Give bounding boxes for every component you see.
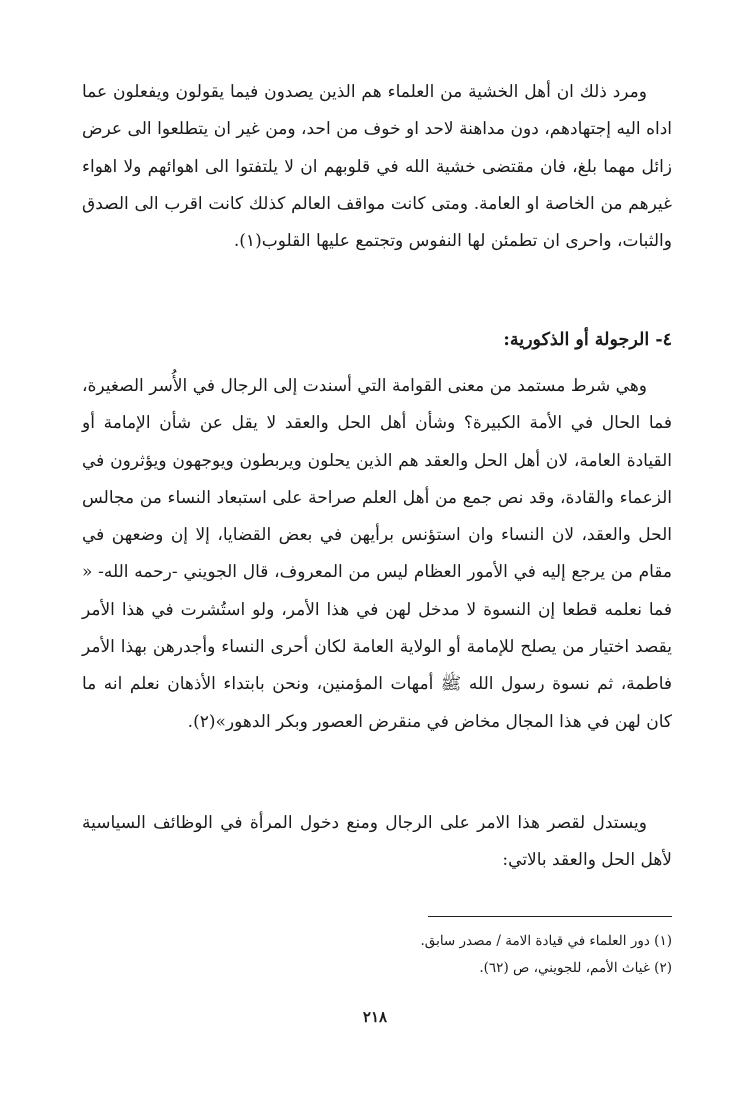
section-heading: ٤- الرجولة أو الذكورية: bbox=[503, 330, 672, 350]
paragraph-manhood-condition: وهي شرط مستمد من معنى القوامة التي أسندت إلى الرجال في الأُسر الصغيرة، فما الحال في الأمة الكبيرة؟ وشأن أهل الحل والعقد لا يقل عن شأن الإمامة أو القيادة العامة، لان أهل الحل والعقد هم الذين يحلون ويربطون ويوجهون ويؤثرون في الزعماء والقادة، وقد نص جمع من أهل العلم صراحة على استبعاد النساء من مجالس الحل والعقد، لان النساء وان استؤنس برأيهن في بعض القضايا، إلا إن وضعهن في مقام من يرجع إليه في الأمور العظام ليس من المعروف، قال الجويني -رحمه الله- « فما نعلمه قطعا إن النسوة لا مدخل لهن في هذا الأمر، ولو استُشرت في هذا الأمر يقصد اختيار من يصلح للإمامة أو الولاية العامة لكان أحرى النساء وأجدرهن بهذا الأمر فاطمة، ثم نسوة رسول الله ﷺ أمهات المؤمنين، ونحن بابتداء الأذهان نعلم انه ما كان لهن في هذا المجال مخاض في منقرض العصور وبكر الدهور»(٢). bbox=[82, 376, 672, 732]
paragraph-evidence-intro: ويستدل لقصر هذا الامر على الرجال ومنع دخول المرأة في الوظائف السياسية لأهل الحل والعقد بالاتي: bbox=[82, 813, 672, 871]
footnote-2: (٢) غياث الأمم، للجويني، ص (٦٢). bbox=[479, 960, 672, 976]
footnote-divider bbox=[428, 916, 672, 917]
page-number: ٢١٨ bbox=[362, 1008, 388, 1026]
paragraph-ulama-fear: ومرد ذلك ان أهل الخشية من العلماء هم الذين يصدون فيما يقولون ويفعلون عما اداه اليه إجتهادهم، دون مداهنة لاحد او خوف من احد، ومن غير ان يتطلعوا الى عرض زائل مهما بلغ، فان مقتضى خشية الله في قلوبهم ان لا يلتفتوا الى اهوائهم ولا اهواء غيرهم من الخاصة او العامة. ومتى كانت مواقف العالم كذلك كانت اقرب الى الصدق والثبات، واحرى ان تطمئن لها النفوس وتجتمع عليها القلوب(١). bbox=[82, 82, 672, 252]
footnote-1: (١) دور العلماء في قيادة الامة / مصدر سابق. bbox=[420, 933, 672, 949]
